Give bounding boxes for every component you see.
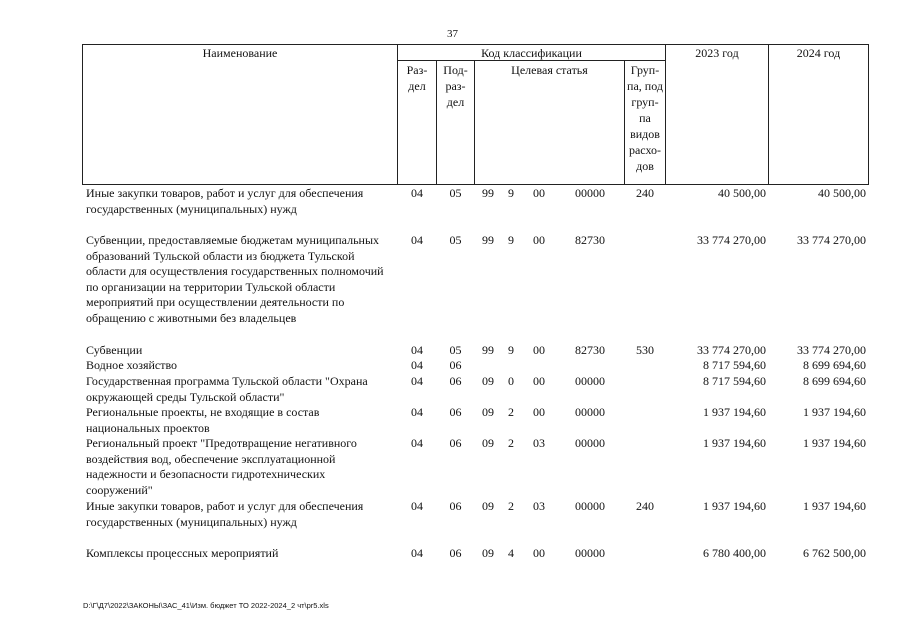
cell-t2: 9 <box>508 186 514 200</box>
cell-pr: 06 <box>449 436 462 450</box>
row-name-line: окружающей среды Тульской области" <box>86 389 285 404</box>
row-name-line: Комплексы процессных мероприятий <box>86 546 279 560</box>
cell-t4: 00000 <box>575 436 605 450</box>
cell-t2: 4 <box>508 546 514 560</box>
cell-y2: 8 699 694,60 <box>803 358 866 372</box>
cell-t3: 00 <box>533 343 545 357</box>
row-name-line: Иные закупки товаров, работ и услуг для обеспечения <box>86 186 364 200</box>
cell-y2: 33 774 270,00 <box>797 343 866 357</box>
cell-rz: 04 <box>411 436 423 450</box>
cell-y2: 1 937 194,60 <box>803 499 866 513</box>
cell-t2: 2 <box>508 405 514 419</box>
row-name <box>86 436 391 498</box>
row-name <box>86 405 391 436</box>
header-razdel-line: дел <box>408 79 426 93</box>
cell-t1: 09 <box>482 436 494 450</box>
header-podrazdel-line: дел <box>446 95 465 109</box>
cell-vr: 240 <box>636 499 654 513</box>
row-name-line: надежности и безопасности гидротехнических <box>86 467 326 482</box>
col-border-left <box>82 44 83 185</box>
cell-rz: 04 <box>411 374 423 388</box>
cell-vr: 240 <box>636 186 654 200</box>
cell-t3: 00 <box>533 374 545 388</box>
row-name-line: воздействия вод, обеспечение эксплуатационной <box>86 451 336 466</box>
cell-t1: 09 <box>482 374 494 388</box>
cell-pr: 06 <box>449 405 462 419</box>
cell-t1: 99 <box>482 186 494 200</box>
cell-y2: 33 774 270,00 <box>797 233 866 247</box>
header-razdel <box>398 62 436 94</box>
header-podrazdel-line: раз- <box>445 79 466 93</box>
cell-t1: 99 <box>482 343 494 357</box>
header-group-line: Груп- <box>630 63 660 77</box>
cell-rz: 04 <box>411 405 423 419</box>
header-podrazdel-line: Под- <box>443 63 468 77</box>
header-year1: 2023 год <box>695 46 739 60</box>
header-group-line: дов <box>636 159 654 173</box>
row-name <box>86 374 391 405</box>
row-name-line: сооружений" <box>86 482 153 497</box>
cell-y1: 6 780 400,00 <box>703 546 766 560</box>
cell-pr: 06 <box>449 546 462 560</box>
row-name-line: национальных проектов <box>86 420 210 435</box>
row-name-line: образований Тульской области из бюджета Тульской <box>86 248 355 263</box>
header-target: Целевая статья <box>511 63 588 77</box>
row-name-line: Субвенции <box>86 343 143 357</box>
cell-t2: 2 <box>508 436 514 450</box>
header-code: Код классификации <box>481 46 582 60</box>
header-group-line: расхо- <box>628 143 662 157</box>
cell-pr: 06 <box>449 499 462 513</box>
cell-t4: 00000 <box>575 405 605 419</box>
cell-rz: 04 <box>411 546 423 560</box>
file-path-footer: D:\Г\Д7\2022\ЗАКОНЫ\ЗАС_41\Изм. бюджет ТО 2022-2024_2 чт\pr5.xls <box>83 601 329 610</box>
cell-y1: 33 774 270,00 <box>697 343 766 357</box>
cell-rz: 04 <box>411 343 423 357</box>
cell-y1: 1 937 194,60 <box>703 499 766 513</box>
cell-y1: 1 937 194,60 <box>703 405 766 419</box>
cell-t2: 9 <box>508 233 514 247</box>
cell-t1: 09 <box>482 499 494 513</box>
row-name-line: Иные закупки товаров, работ и услуг для обеспечения <box>86 499 364 513</box>
row-name-line: по организации на территории Тульской области <box>86 279 336 294</box>
row-name-line: области для осуществления государственных полномочий <box>86 264 384 279</box>
header-group-line: па <box>639 111 651 125</box>
header-podrazdel <box>437 62 474 110</box>
cell-rz: 04 <box>411 358 423 372</box>
cell-t2: 2 <box>508 499 514 513</box>
cell-t3: 03 <box>533 436 545 450</box>
header-razdel-line: Раз- <box>406 63 428 77</box>
cell-y2: 1 937 194,60 <box>803 436 866 450</box>
header-group-line: груп- <box>631 95 659 109</box>
cell-y2: 40 500,00 <box>818 186 866 200</box>
cell-pr: 05 <box>449 343 462 357</box>
page-number: 37 <box>447 28 458 40</box>
header-group-line: па, под <box>627 79 663 93</box>
cell-t4: 00000 <box>575 499 605 513</box>
row-name <box>86 343 391 359</box>
cell-pr: 05 <box>449 186 462 200</box>
cell-rz: 04 <box>411 186 423 200</box>
header-year2: 2024 год <box>796 46 841 60</box>
cell-t4: 00000 <box>575 186 605 200</box>
col-border-right <box>868 44 869 185</box>
cell-pr: 06 <box>449 358 462 372</box>
cell-t3: 00 <box>533 546 545 560</box>
cell-t1: 09 <box>482 546 494 560</box>
col-border-podrazdel <box>474 60 475 185</box>
row-name-line: Водное хозяйство <box>86 358 178 372</box>
cell-t2: 0 <box>508 374 514 388</box>
cell-t4: 00000 <box>575 546 605 560</box>
row-name <box>86 233 391 327</box>
header-group-line: видов <box>630 127 660 141</box>
col-border-group <box>665 44 666 185</box>
row-name-line: мероприятий при осуществлении деятельности по <box>86 295 345 310</box>
cell-y1: 8 717 594,60 <box>703 358 766 372</box>
cell-t3: 00 <box>533 233 545 247</box>
cell-rz: 04 <box>411 499 423 513</box>
cell-vr: 530 <box>636 343 654 357</box>
header-name: Наименование <box>202 46 278 60</box>
row-name <box>86 186 391 217</box>
cell-t2: 9 <box>508 343 514 357</box>
row-name <box>86 499 391 530</box>
cell-t1: 09 <box>482 405 494 419</box>
row-name-line: Государственная программа Тульской области "Охрана <box>86 374 368 388</box>
cell-pr: 06 <box>449 374 462 388</box>
cell-y2: 8 699 694,60 <box>803 374 866 388</box>
row-name-line: государственных (муниципальных) нужд <box>86 514 297 529</box>
row-name <box>86 358 391 374</box>
cell-t1: 99 <box>482 233 494 247</box>
row-name-line: Региональные проекты, не входящие в состав <box>86 405 320 419</box>
cell-y1: 8 717 594,60 <box>703 374 766 388</box>
cell-pr: 05 <box>449 233 462 247</box>
cell-y1: 40 500,00 <box>718 186 766 200</box>
cell-t3: 03 <box>533 499 545 513</box>
row-name-line: Субвенции, предоставляемые бюджетам муниципальных <box>86 233 380 247</box>
cell-t3: 00 <box>533 186 545 200</box>
col-border-year1 <box>768 44 769 185</box>
row-name-line: Региональный проект "Предотвращение негативного <box>86 436 357 450</box>
cell-t3: 00 <box>533 405 545 419</box>
cell-y2: 6 762 500,00 <box>803 546 866 560</box>
row-name <box>86 546 391 562</box>
header-bottom-border <box>82 184 869 185</box>
cell-t4: 00000 <box>575 374 605 388</box>
row-name-line: государственных (муниципальных) нужд <box>86 201 297 216</box>
header-group <box>625 62 665 174</box>
cell-y1: 1 937 194,60 <box>703 436 766 450</box>
row-name-line: обращению с животными без владельцев <box>86 310 297 325</box>
cell-y2: 1 937 194,60 <box>803 405 866 419</box>
cell-t4: 82730 <box>575 233 605 247</box>
cell-t4: 82730 <box>575 343 605 357</box>
cell-y1: 33 774 270,00 <box>697 233 766 247</box>
cell-rz: 04 <box>411 233 423 247</box>
